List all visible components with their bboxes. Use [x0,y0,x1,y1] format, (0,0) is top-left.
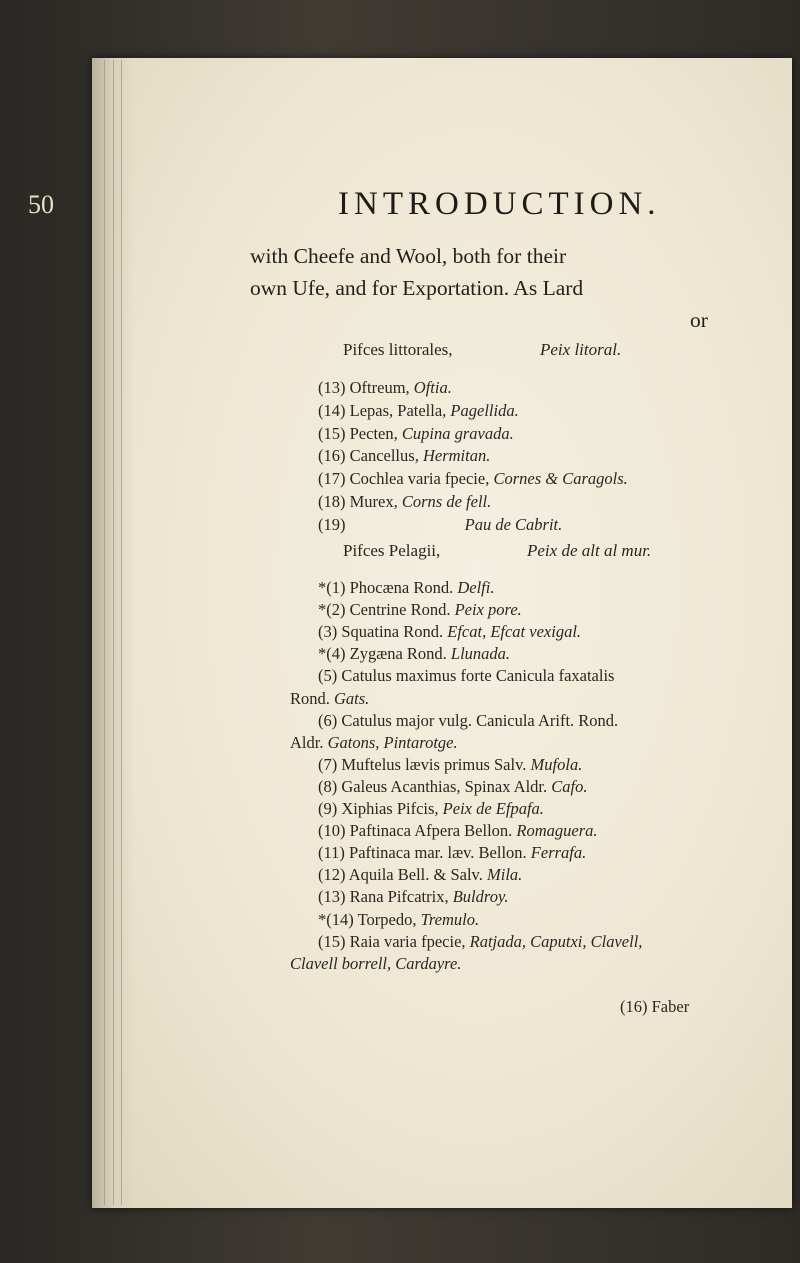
catchword: (16) Faber [620,997,690,1016]
entry-vernacular-name: Peix de Efpafa. [442,799,544,818]
entry-vernacular-name: Peix pore. [454,600,522,620]
entry-latin-name: Xiphias Pifcis, [341,799,439,818]
entry-latin-name: Rana Pifcatrix, [349,887,449,907]
entry-number: (15) [318,931,346,951]
entry-vernacular-name: Cafo. [551,776,588,796]
page-number: 50 [28,190,54,219]
entry-vernacular-name: Clavell borrell, Cardayre. [290,953,462,973]
entry-line [290,733,458,753]
entry-line [318,932,642,952]
entry-latin-name: Rond. [290,688,330,708]
paragraph-line: with Cheefe and Wool, both for their [250,244,567,268]
section-heading-vernacular: Peix de alt al mur. [527,541,652,560]
entry-latin-name: Murex, [349,492,398,511]
entry-latin-name: Aquila Bell. & Salv. [348,865,483,885]
entry-vernacular-name: Delfi. [457,578,495,597]
entry-number: (7) [318,754,338,774]
entry-vernacular-name: Pau de Cabrit. [464,514,563,534]
entry-vernacular-name: Gatons, Pintarotge. [327,732,458,752]
entry-number: (12) [318,865,346,885]
entry-number: (6) [318,710,338,730]
running-head: INTRODUCTION. [338,186,661,222]
gutter-edge-line [104,60,105,1205]
entry-latin-name: Zygæna Rond. [349,644,447,664]
entry-line [318,666,614,686]
entry-number: (9) [318,799,338,818]
entry-number: (19) [318,514,346,534]
entry-line [318,469,628,489]
entry-latin-name: Catulus major vulg. Canicula Arift. Rond. [341,710,619,730]
entry-line [290,954,461,974]
entry-number: (10) [318,821,346,841]
entry-vernacular-name: Efcat, Efcat vexigal. [447,622,582,642]
entry-number: (15) [318,423,346,443]
entry-line [318,887,508,907]
gutter-edge-line [113,60,114,1205]
entry-number: (17) [318,469,346,489]
entry-number: (13) [318,887,346,907]
paragraph-line: own Ufe, and for Exportation. As Lard [250,276,584,300]
entry-vernacular-name: Mufola. [530,754,583,774]
entry-line [318,378,452,398]
entry-latin-name: Galeus Acanthias, Spinax Aldr. [341,776,548,796]
entry-latin-name: Muftelus lævis primus Salv. [341,754,527,774]
entry-latin-name: Raia varia fpecie, [349,931,466,951]
entry-number: *(4) [318,644,346,664]
entry-latin-name: Squatina Rond. [341,622,444,642]
entry-latin-name: Cancellus, [349,446,419,466]
gutter-edge-line [121,60,122,1205]
entry-line [318,446,490,466]
entry-line [318,777,588,797]
entry-vernacular-name: Cupina gravada. [401,423,514,443]
entry-vernacular-name: Pagellida. [450,400,519,420]
entry-number: (18) [318,492,346,511]
entry-latin-name: Paftinaca Afpera Bellon. [349,821,513,841]
entry-vernacular-name: Gats. [334,688,370,708]
entry-line [318,622,581,642]
entry-vernacular-name: Oftia. [413,378,452,397]
entry-line [318,910,479,930]
entry-latin-name: Oftreum, [349,378,410,397]
entry-vernacular-name: Mila. [486,865,523,885]
entry-line [318,843,586,863]
entry-number: *(14) [318,909,354,929]
entry-line [318,424,514,444]
entry-line [290,689,369,709]
entry-vernacular-name: Ferrafa. [530,843,587,863]
entry-line [318,821,598,841]
entry-vernacular-name: Romaguera. [516,821,598,841]
entry-line [318,515,562,535]
paragraph-line: or [690,308,708,332]
entry-vernacular-name: Llunada. [450,644,511,664]
section-heading-latin: Pifces littorales, [343,340,453,359]
entry-latin-name: Centrine Rond. [349,600,451,620]
section-heading-vernacular: Peix litoral. [540,340,622,359]
entry-vernacular-name: Buldroy. [452,887,509,907]
entry-latin-name: Phocæna Rond. [349,578,454,597]
entry-vernacular-name: Cornes & Caragols. [493,469,628,489]
entry-line [318,578,494,598]
entry-latin-name: Pecten, [349,423,398,443]
entry-line [318,401,519,421]
entry-line [318,711,618,731]
entry-latin-name: Torpedo, [357,909,417,929]
entry-number: *(2) [318,600,346,620]
entry-line [318,600,522,620]
entry-number: (8) [318,776,338,796]
entry-line [318,755,582,775]
entry-number: (14) [318,400,346,420]
entry-vernacular-name: Ratjada, Caputxi, Clavell, [469,931,643,951]
entry-line [318,644,510,664]
entry-latin-name: Paftinaca mar. læv. Bellon. [349,843,527,863]
entry-latin-name: Aldr. [290,732,324,752]
entry-line [318,492,491,512]
entry-number: (5) [318,666,338,686]
entry-latin-name: Lepas, Patella, [349,400,447,420]
entry-number: (11) [318,843,345,863]
entry-latin-name: Cochlea varia fpecie, [349,469,490,489]
entry-latin-name: Catulus maximus forte Canicula faxatalis [341,666,615,686]
entry-number: *(1) [318,578,346,597]
entry-number: (16) [318,446,346,466]
entry-number: (13) [318,378,346,397]
entry-number: (3) [318,622,338,642]
entry-line [318,865,522,885]
entry-vernacular-name: Hermitan. [422,446,491,466]
entry-vernacular-name: Tremulo. [420,909,480,929]
entry-vernacular-name: Corns de fell. [401,492,492,511]
section-heading-latin: Pifces Pelagii, [343,541,441,560]
entry-line [318,799,544,819]
